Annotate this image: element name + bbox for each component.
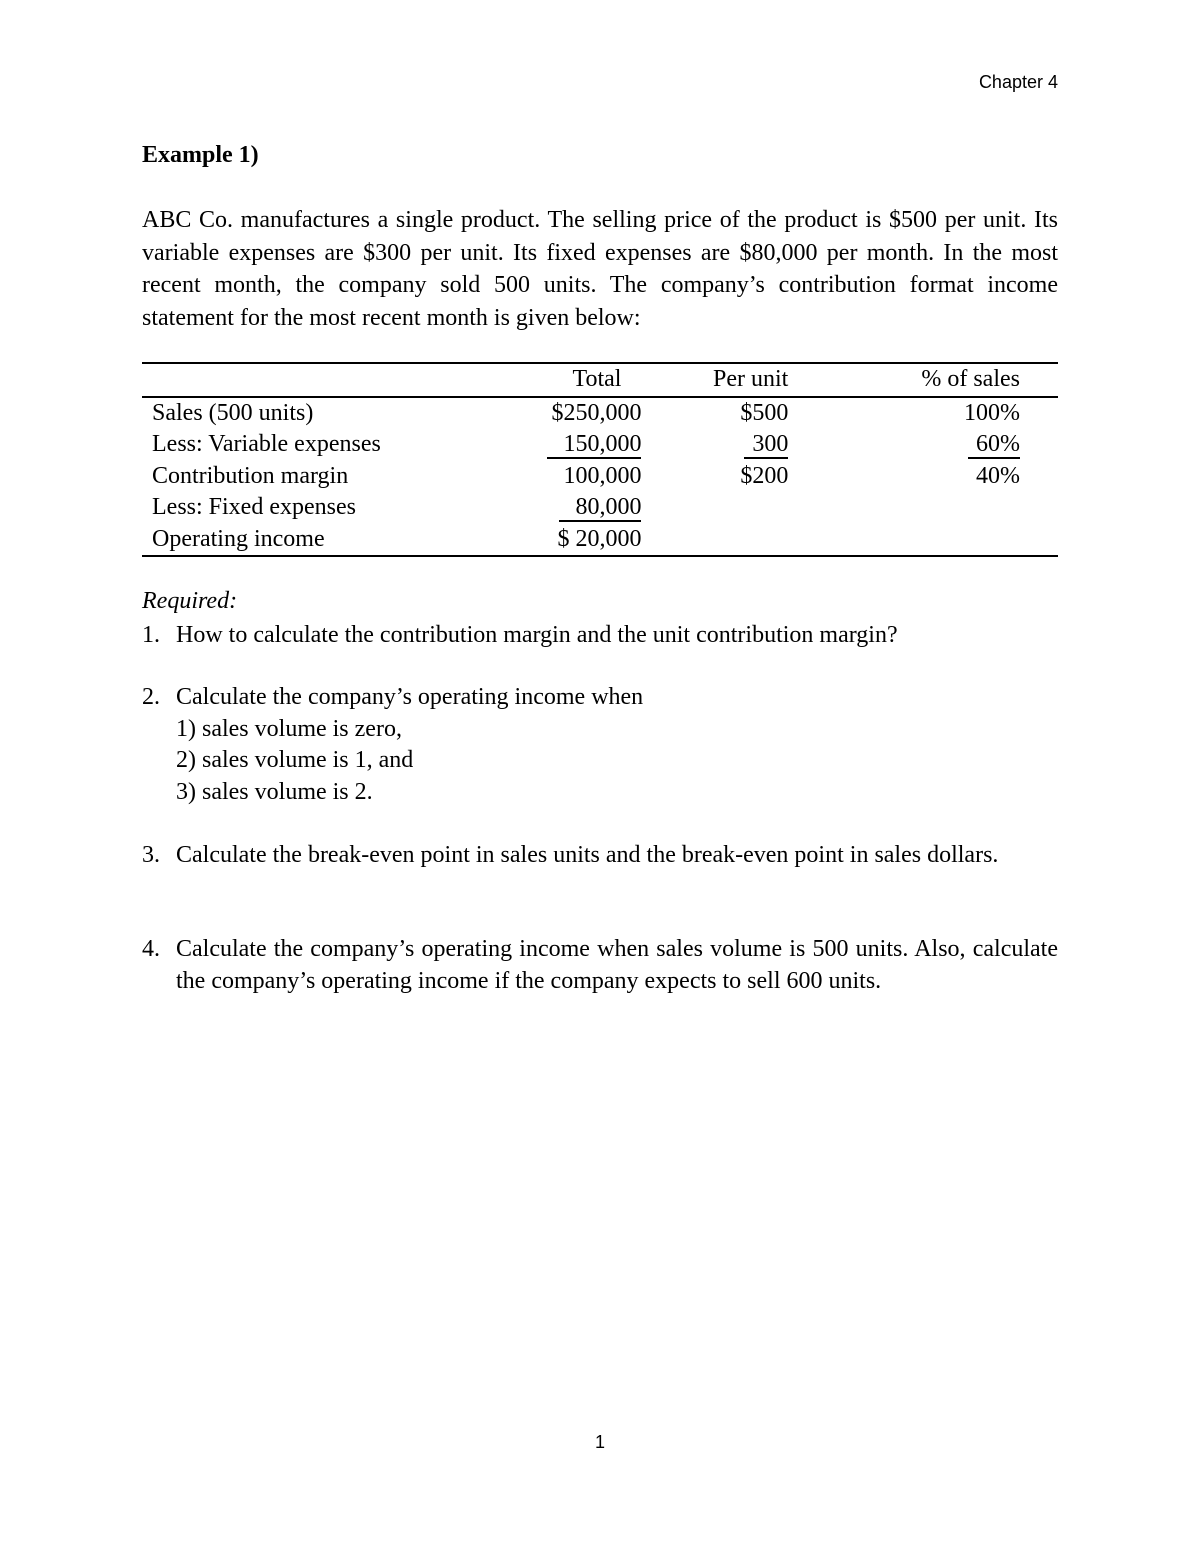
row-per-unit: $500 xyxy=(740,399,789,426)
question-text: Calculate the company’s operating income when xyxy=(176,684,644,710)
question-text: Calculate the break-even point in sales units and the break-even point in sales dollars. xyxy=(176,842,999,868)
required-label: Required: xyxy=(142,588,238,614)
question-3 xyxy=(142,840,1058,872)
row-per-unit xyxy=(641,492,788,524)
row-per-unit-cell xyxy=(641,429,788,461)
header-total: Total xyxy=(572,366,622,392)
question-text: Calculate the company’s operating income when sales volume is 500 units. Also, calculate the company’s operating income if the company expects to sell 600 units. xyxy=(176,936,1058,994)
header-pct-of-sales: % of sales xyxy=(921,366,1020,392)
table-row xyxy=(142,461,1058,493)
table-row xyxy=(142,397,1058,430)
row-per-unit: 300 xyxy=(744,431,788,459)
header-per-unit: Per unit xyxy=(713,366,789,392)
row-label: Less: Variable expenses xyxy=(152,431,381,457)
row-pct-cell xyxy=(788,429,1058,461)
intro-paragraph: ABC Co. manufactures a single product. The selling price of the product is $500 per unit. Its variable expenses are $300 per unit. Its fixed expenses are $80,000 per month. In the most recent month, the company sold 500 units. The company’s contribution format income statement for the most recent month is given below: xyxy=(142,207,1058,331)
question-2 xyxy=(142,682,1058,808)
income-statement-table xyxy=(142,362,1058,557)
row-total-cell xyxy=(492,429,642,461)
table-row xyxy=(142,524,1058,557)
example-title: Example 1) xyxy=(142,142,259,168)
question-number: 2. xyxy=(142,684,160,710)
row-total: 100,000 xyxy=(563,462,642,489)
row-total: $250,000 xyxy=(551,399,642,426)
question-1 xyxy=(142,620,1058,652)
question-text: How to calculate the contribution margin and the unit contribution margin? xyxy=(176,622,898,648)
row-total: 80,000 xyxy=(559,494,641,522)
row-pct xyxy=(788,524,1058,557)
row-total: 150,000 xyxy=(547,431,641,459)
sub-item: 2) sales volume is 1, and xyxy=(176,747,414,773)
header-blank xyxy=(142,363,492,397)
row-pct xyxy=(788,492,1058,524)
table-row xyxy=(142,429,1058,461)
question-4 xyxy=(142,934,1058,997)
chapter-header: Chapter 4 xyxy=(978,72,1058,92)
row-per-unit xyxy=(641,524,788,557)
row-total: $ 20,000 xyxy=(557,525,642,552)
row-label: Operating income xyxy=(152,525,325,552)
sub-item: 1) sales volume is zero, xyxy=(176,715,402,742)
row-label: Sales (500 units) xyxy=(152,399,314,426)
page-number: 1 xyxy=(594,1432,605,1452)
sub-item: 3) sales volume is 2. xyxy=(176,778,373,805)
question-number: 3. xyxy=(142,842,160,868)
row-label: Contribution margin xyxy=(152,462,349,489)
question-number: 4. xyxy=(142,936,160,962)
table-header-row xyxy=(142,363,1058,397)
question-number: 1. xyxy=(142,622,160,648)
table-row xyxy=(142,492,1058,524)
row-total-cell xyxy=(492,492,642,524)
row-per-unit: $200 xyxy=(740,462,789,489)
row-label: Less: Fixed expenses xyxy=(152,494,356,520)
row-pct: 100% xyxy=(964,399,1020,426)
row-pct: 60% xyxy=(968,431,1020,459)
row-pct: 40% xyxy=(976,462,1020,489)
